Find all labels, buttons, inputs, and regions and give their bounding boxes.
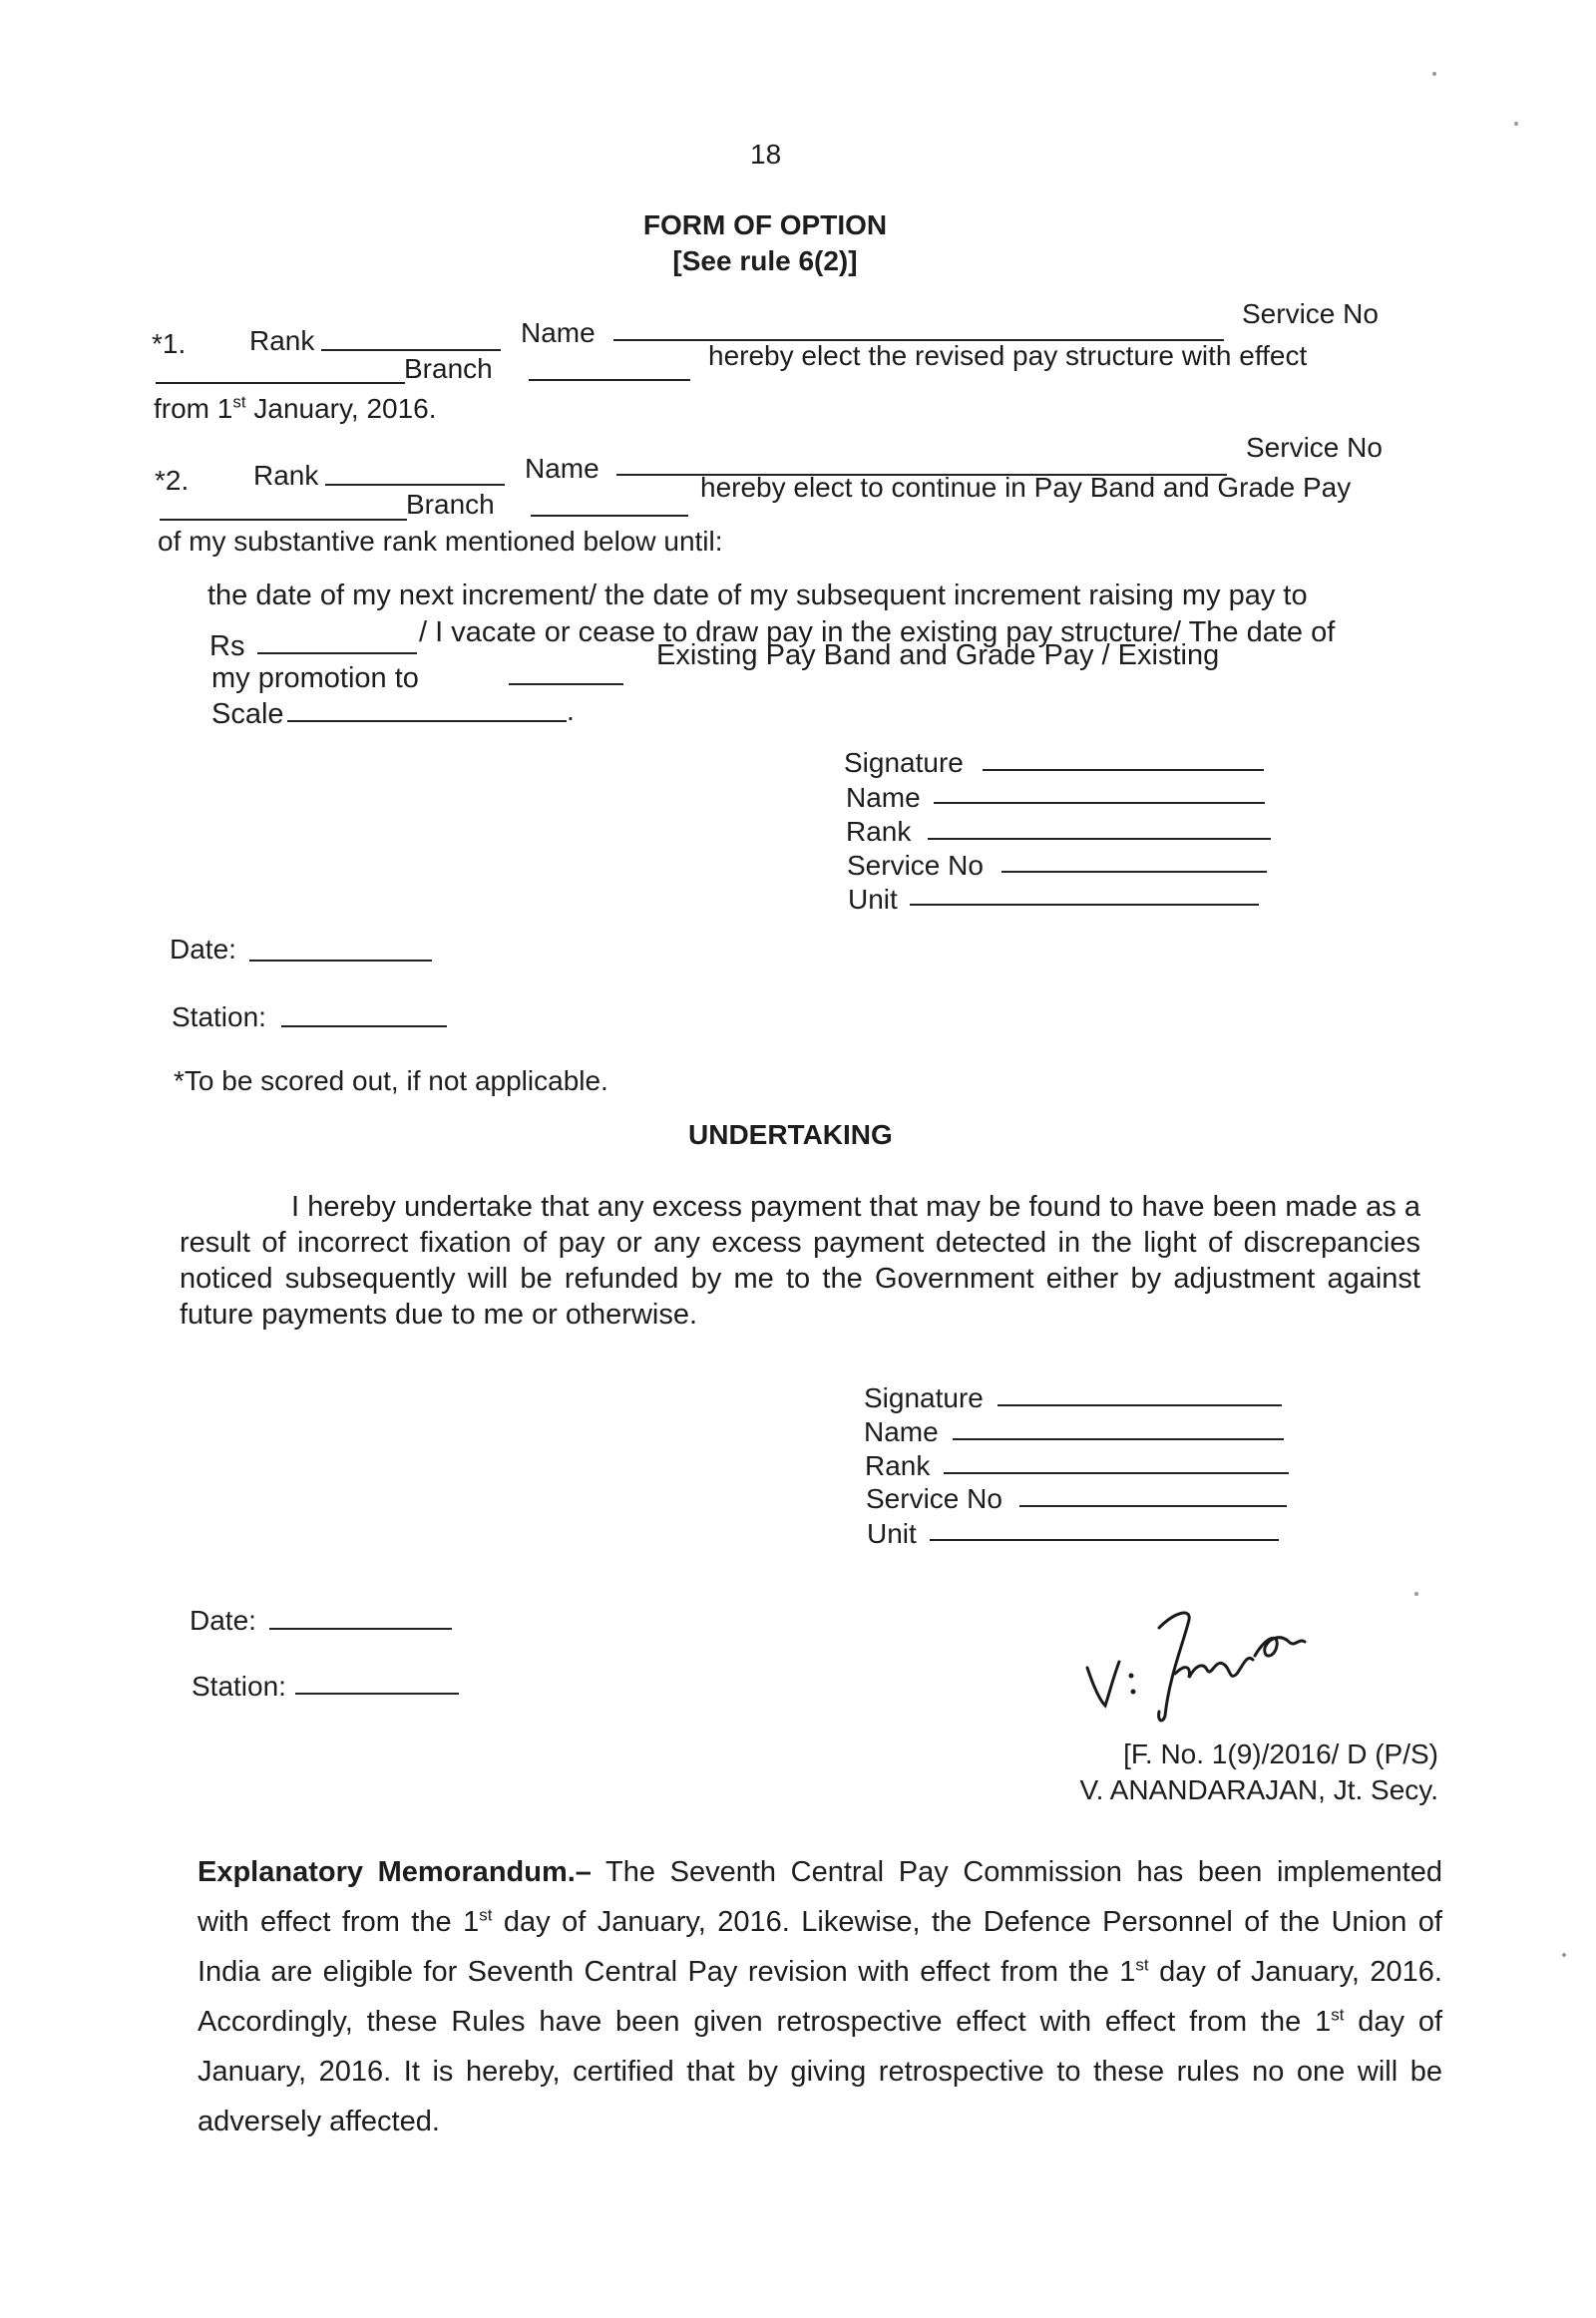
undertaking-date-blank[interactable] xyxy=(269,1628,452,1630)
form-service-no-blank[interactable] xyxy=(1001,871,1267,873)
form-unit-label: Unit xyxy=(848,884,898,915)
until-rs-label: Rs xyxy=(209,630,245,662)
undertaking-rank-label: Rank xyxy=(865,1450,931,1481)
option-2-name-label: Name xyxy=(525,453,599,484)
form-rank-label: Rank xyxy=(846,816,912,847)
form-date-label: Date: xyxy=(170,934,236,965)
scan-speck xyxy=(1562,1953,1566,1957)
undertaking-rank-blank[interactable] xyxy=(944,1472,1289,1474)
form-date-blank[interactable] xyxy=(249,960,432,962)
option-2-branch-blank[interactable] xyxy=(531,515,688,517)
file-number: [F. No. 1(9)/2016/ D (P/S) xyxy=(1123,1738,1438,1769)
until-scale-label: Scale xyxy=(211,698,284,730)
option-1-branch-label: Branch xyxy=(404,353,493,384)
option-2-marker: *2. xyxy=(155,465,190,496)
undertaking-date-label: Date: xyxy=(190,1605,256,1636)
scan-speck xyxy=(1432,72,1436,76)
until-line-3a: my promotion to xyxy=(211,662,419,694)
scan-speck xyxy=(1414,1592,1418,1596)
until-period: . xyxy=(567,695,575,726)
form-station-label: Station: xyxy=(172,1001,266,1032)
undertaking-unit-blank[interactable] xyxy=(930,1539,1279,1541)
form-signature-blank[interactable] xyxy=(983,769,1264,771)
form-signature-label: Signature xyxy=(844,747,964,778)
undertaking-service-no-blank[interactable] xyxy=(1019,1505,1287,1507)
memorandum-sup-2: st xyxy=(1135,1955,1149,1975)
undertaking-body: I hereby undertake that any excess payment that may be found to have been made as a result of incorrect fixation of pay or any excess payment detected in the light of discrepancies noticed subsequently will be refunded by me to the Government either by adjustment against future payments due to me or otherwise. xyxy=(180,1191,1420,1331)
option-2-service-no-blank[interactable] xyxy=(160,519,407,521)
option-2-branch-label: Branch xyxy=(406,489,495,520)
form-unit-blank[interactable] xyxy=(910,904,1259,906)
undertaking-service-no-label: Service No xyxy=(866,1483,1002,1514)
option-1-service-no-label: Service No xyxy=(1242,298,1379,329)
until-scale-blank[interactable] xyxy=(287,720,567,722)
option-1-text: hereby elect the revised pay structure with effect xyxy=(708,340,1308,371)
until-line-2: / I vacate or cease to draw pay in the existing pay structure/ The date of xyxy=(419,616,1336,648)
option-1-rank-blank[interactable] xyxy=(321,349,501,351)
form-footnote: *To be scored out, if not applicable. xyxy=(174,1065,608,1096)
form-subtitle: [See rule 6(2)] xyxy=(672,245,858,276)
memorandum-text-4: day of January, 2016. It is hereby, certified that by giving retrospective to these rules no one will be adversely affected. xyxy=(198,2006,1443,2137)
form-service-no-label: Service No xyxy=(847,850,984,881)
option-2-rank-blank[interactable] xyxy=(325,484,505,486)
form-name-label: Name xyxy=(846,782,921,813)
form-name-blank[interactable] xyxy=(934,802,1265,804)
option-1-name-label: Name xyxy=(521,317,596,348)
form-station-blank[interactable] xyxy=(281,1025,447,1027)
option-2-line3: of my substantive rank mentioned below until: xyxy=(158,526,723,557)
option-2-service-no-label: Service No xyxy=(1246,432,1383,463)
undertaking-signature-blank[interactable] xyxy=(998,1404,1282,1406)
undertaking-name-blank[interactable] xyxy=(953,1438,1284,1440)
undertaking-station-label: Station: xyxy=(192,1671,286,1702)
undertaking-name-label: Name xyxy=(864,1416,939,1447)
until-rs-blank[interactable] xyxy=(257,652,417,654)
memorandum-sup-3: st xyxy=(1331,2005,1345,2025)
option-2-text: hereby elect to continue in Pay Band and Grade Pay xyxy=(700,472,1352,503)
memorandum-text-1: The Seventh Central Pay Commission has been implemented with effect from the 1 xyxy=(198,1856,1442,1938)
option-1-branch-blank[interactable] xyxy=(529,379,690,381)
undertaking-signature-label: Signature xyxy=(864,1382,984,1413)
page-number: 18 xyxy=(750,139,782,170)
option-1-from-date: from 1st January, 2016. xyxy=(154,392,437,424)
explanatory-memorandum xyxy=(198,1847,1442,2146)
memorandum-heading: Explanatory Memorandum.– xyxy=(198,1856,592,1888)
officer-name: V. ANANDARAJAN, Jt. Secy. xyxy=(1079,1774,1438,1805)
undertaking-title: UNDERTAKING xyxy=(688,1119,893,1150)
form-title: FORM OF OPTION xyxy=(642,209,888,240)
option-2-rank-label: Rank xyxy=(253,460,319,491)
scan-speck xyxy=(1514,122,1518,126)
until-line-3b: Existing Pay Band and Grade Pay / Existing xyxy=(656,639,1220,671)
memorandum-sup-1: st xyxy=(479,1905,493,1925)
option-1-rank-label: Rank xyxy=(249,325,315,356)
option-1-marker: *1. xyxy=(152,328,187,359)
handwritten-signature xyxy=(1079,1598,1339,1728)
memorandum-text-3: day of January, 2016. Accordingly, these Rules have been given retrospective effect with effect from the 1 xyxy=(198,1956,1442,2038)
form-rank-blank[interactable] xyxy=(928,838,1271,840)
memorandum-text-2: day of January, 2016. Likewise, the Defence Personnel of the Union of India are eligible for Seventh Central Pay revision with effect from the 1 xyxy=(198,1906,1442,1988)
option-1-service-no-blank[interactable] xyxy=(156,382,405,384)
undertaking-unit-label: Unit xyxy=(867,1518,917,1549)
until-promotion-blank[interactable] xyxy=(509,683,623,685)
undertaking-station-blank[interactable] xyxy=(295,1693,459,1695)
until-line-1: the date of my next increment/ the date of my subsequent increment raising my pay to xyxy=(207,580,1308,611)
